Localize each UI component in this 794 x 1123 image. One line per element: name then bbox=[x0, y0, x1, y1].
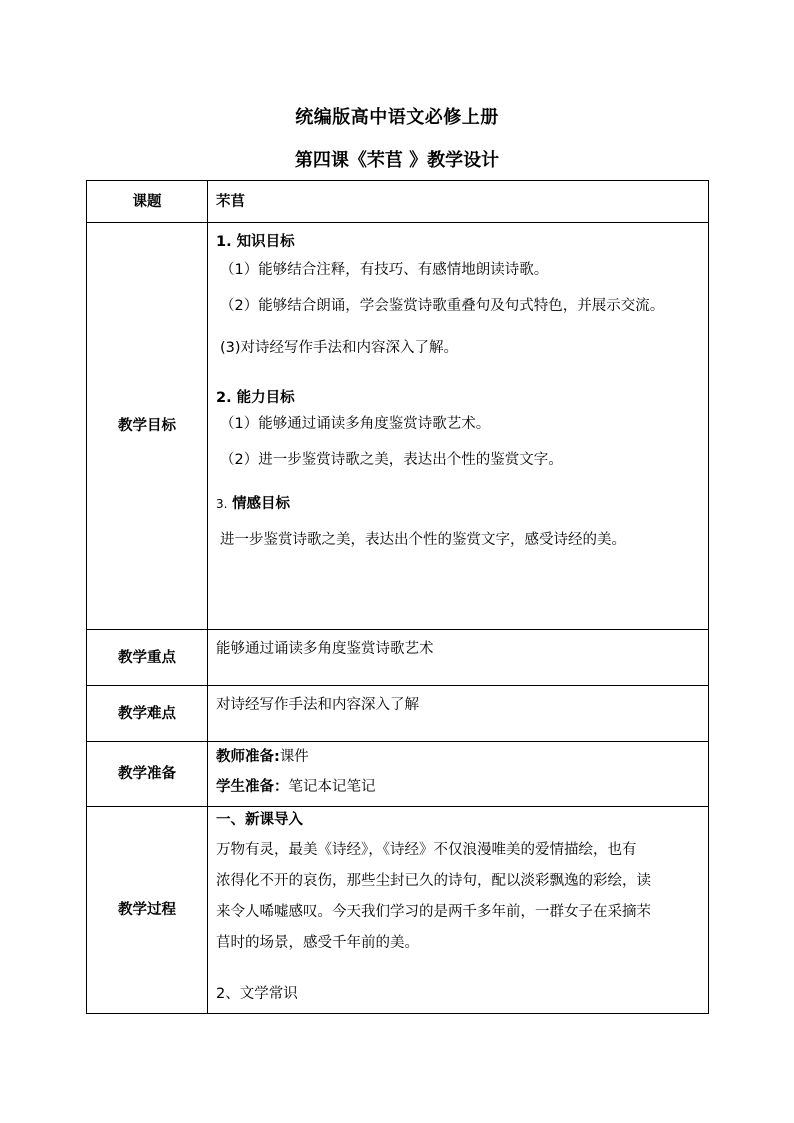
ability-item-1: （1）能够通过诵读多角度鉴赏诗歌艺术。 bbox=[220, 416, 491, 432]
document-subtitle: 第四课《芣苢 》教学设计 bbox=[294, 150, 500, 171]
emotion-heading-number: 3. bbox=[216, 497, 228, 511]
difficulty-value: 对诗经写作手法和内容深入了解 bbox=[208, 686, 709, 742]
ability-heading: 2. 能力目标 bbox=[216, 390, 295, 406]
student-preparation-label: 学生准备： bbox=[216, 779, 289, 795]
lesson-plan-table bbox=[86, 180, 709, 1014]
student-preparation-value: 笔记本记笔记 bbox=[288, 779, 376, 795]
teacher-preparation-label: 教师准备: bbox=[216, 749, 280, 765]
teacher-preparation bbox=[216, 746, 702, 768]
table-row-key-point bbox=[87, 630, 709, 686]
objectives-label: 教学目标 bbox=[87, 223, 208, 630]
process-line-1: 万物有灵，最美《诗经》，《诗经》不仅浪漫唯美的爱情描绘，也有 bbox=[216, 842, 637, 858]
process-label: 教学过程 bbox=[87, 807, 208, 1014]
ability-item-2: （2）进一步鉴赏诗歌之美，表达出个性的鉴赏文字。 bbox=[220, 452, 563, 468]
table-row-preparation bbox=[87, 742, 709, 807]
process-line-3: 来令人唏嘘感叹。今天我们学习的是两千多年前，一群女子在采摘芣 bbox=[216, 904, 651, 920]
process-line-2: 浓得化不开的哀伤，那些尘封已久的诗句，配以淡彩飘逸的彩绘，读 bbox=[216, 873, 651, 889]
knowledge-item-1: （1）能够结合注释，有技巧、有感情地朗读诗歌。 bbox=[220, 262, 549, 278]
student-preparation bbox=[216, 776, 702, 798]
table-row-topic bbox=[87, 181, 709, 223]
knowledge-item-3: (3)对诗经写作手法和内容深入了解。 bbox=[220, 340, 459, 356]
process-line-4: 苢时的场景，感受千年前的美。 bbox=[216, 935, 419, 951]
key-point-label: 教学重点 bbox=[87, 630, 208, 686]
preparation-label: 教学准备 bbox=[87, 742, 208, 807]
difficulty-label: 教学难点 bbox=[87, 686, 208, 742]
emotion-heading bbox=[216, 493, 702, 515]
process-section1-text bbox=[216, 835, 702, 959]
preparation-content bbox=[208, 742, 709, 807]
objectives-content bbox=[208, 223, 709, 630]
process-content bbox=[208, 807, 709, 1014]
emotion-heading-text: 情感目标 bbox=[232, 496, 291, 512]
table-row-process bbox=[87, 807, 709, 1014]
table-row-objectives bbox=[87, 223, 709, 630]
topic-value: 芣苢 bbox=[208, 181, 709, 223]
knowledge-heading: 1. 知识目标 bbox=[216, 234, 295, 250]
process-section1-heading: 一、新课导入 bbox=[216, 812, 303, 828]
teacher-preparation-value: 课件 bbox=[279, 749, 309, 765]
table-row-difficulty bbox=[87, 686, 709, 742]
knowledge-item-2: （2）能够结合朗诵，学会鉴赏诗歌重叠句及句式特色，并展示交流。 bbox=[220, 298, 665, 314]
process-section2-heading: 2、文学常识 bbox=[216, 986, 298, 1002]
emotion-item-1: 进一步鉴赏诗歌之美，表达出个性的鉴赏文字，感受诗经的美。 bbox=[220, 532, 626, 548]
topic-label: 课题 bbox=[87, 181, 208, 223]
document-title: 统编版高中语文必修上册 bbox=[295, 107, 499, 128]
key-point-value: 能够通过诵读多角度鉴赏诗歌艺术 bbox=[208, 630, 709, 686]
